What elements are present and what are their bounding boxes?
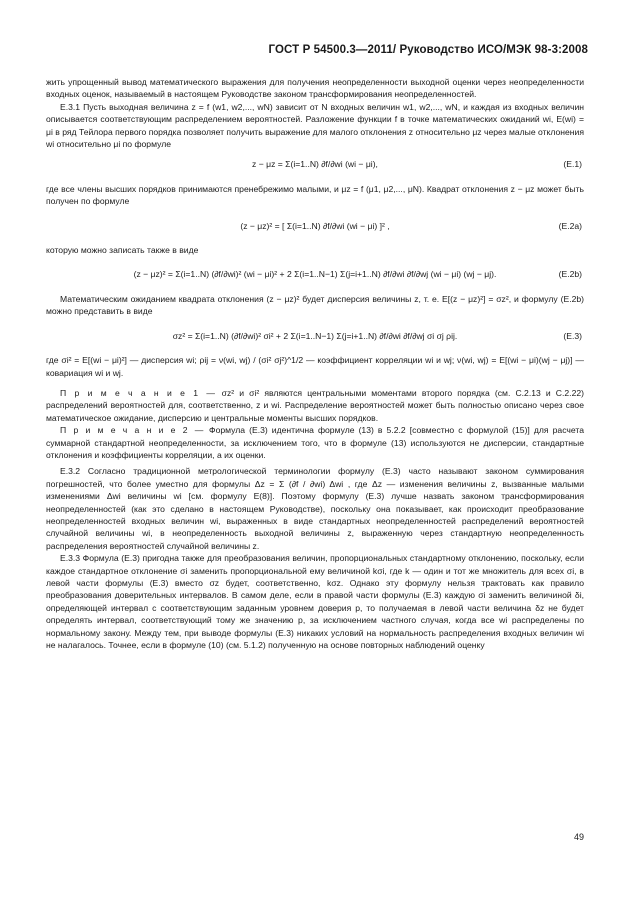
formula-e2b-number: (Е.2b) [558, 269, 582, 280]
note-1-text: σz² и σi² являются центральными моментами второго порядка (см. С.2.13 и С.2.22) распределений вероятностей для, соответственно, z и wi. Распределение вероятностей может быть полностью описано через свое математическое ожидание, дисперсию и центральные моменты высших порядков. [46, 387, 584, 423]
formula-e1 [46, 158, 584, 170]
note-2-label: П р и м е ч а н и е 2 — [60, 425, 205, 436]
formula-e3-number: (Е.3) [563, 330, 582, 341]
formula-e2a-number: (Е.2a) [558, 220, 582, 231]
note-1-label: П р и м е ч а н и е 1 — [60, 387, 217, 398]
formula-e2b [46, 268, 584, 280]
formula-e3 [46, 330, 584, 342]
formula-e2a-expression: (z − μz)² = [ Σ(i=1..N) ∂f/∂wi (wi − μi) ]² , [240, 220, 390, 231]
page-number: 49 [573, 832, 584, 842]
note-1 [46, 387, 584, 424]
formula-e3-expression: σz² = Σ(i=1..N) (∂f/∂wi)² σi² + 2 Σ(i=1..N−1) Σ(j=i+1..N) ∂f/∂wi ∂f/∂wj σi σj ρij. [172, 330, 458, 341]
formula-e1-expression: z − μz = Σ(i=1..N) ∂f/∂wi (wi − μi), [252, 159, 378, 170]
note-2-text: Формула (Е.3) идентична формуле (13) в 5.2.2 [совместно с формулой (15)] для расчета суммарной стандартной неопределенности, за исключением того, что в формуле (13) используются не дисперсии, стандартные отклонения и коэффициенты корреляции, а их оценки. [46, 425, 584, 460]
formula-e2a [46, 220, 584, 232]
paragraph-intro: жить упрощенный вывод математического выражения для получения неопределенности выходной оценки через неопределенности входных оценок, называемый в настоящем Руководстве законом трансформирования неопределенностей. [46, 77, 584, 100]
note-2 [46, 424, 584, 461]
paragraph-e31: Е.3.1 Пусть выходная величина z = f (w1, w2,..., wN) зависит от N входных величин w1, w2,..., wN, и каждая из входных величин описывается соответствующим распределением вероятностей. Разложение функции f в точке математических ожиданий wi, E(wi) = μi в ряд Тейлора первого порядка позволяет получить выражение для малого отклонения z относительно μz через малые отклонения wi относительно μi по формуле [46, 101, 584, 150]
paragraph-e33: Е.3.3 Формула (Е.3) пригодна также для преобразования величин, пропорциональных стандартному отклонению, поскольку, если каждое стандартное отклонение σi заменить пропорциональной ему величиной kσi, где k — один и тот же множитель для всех σi, в левой части формулы (Е.3) вместо σz будет, соответственно, kσz. Однако эту формулу нельзя трактовать как правило преобразования доверительных интервалов. В самом деле, если в правой части формулы (Е.3) каждую σi заменить величиной δi, определяющей интервал с соответствующим заданным уровнем доверия p, то получаемая в левой части величина δz не будет определять интервал, соответствующий тому же значению p, за исключением частного случая, когда все wi распределены по нормальному закону. Между тем, при выводе формулы (Е.3) никаких условий на нормальность распределения входных величин wi не налагалось. Точнее, если в формуле (10) (см. 5.1.2) полученную на основе повторных наблюдений оценку [46, 553, 584, 651]
paragraph-after-e1: где все члены высших порядков принимаются пренебрежимо малыми, и μz = f (μ1, μ2,..., μN). Квадрат отклонения z − μz может быть получен по формуле [46, 183, 584, 207]
paragraph-e32: Е.3.2 Согласно традиционной метрологической терминологии формулу (Е.3) часто называют законом суммирования погрешностей, что более уместно для формулы Δz = Σ (∂f / ∂wi) Δwi , где Δz — изменения величины z, вызванные малыми изменениями Δwi величины wi [см. формулу Е(8)]. Поэтому формулу (Е.3) лучше назвать законом трансформирования неопределенностей (как это сделано в настоящем Руководстве), поскольку она показывает, как происходит преобразование неопределенностей входных величин wi, выраженных в виде стандартных неопределенностей распределений вероятностей случайной величины wi, в неопределенность выходной величины z, выраженную через стандартную неопределенность распределения вероятностей случайной величины z. [46, 466, 584, 551]
page-header: ГОСТ Р 54500.3—2011/ Руководство ИСО/МЭК 98-3:2008 [268, 44, 588, 56]
paragraph-expectation: Математическим ожиданием квадрата отклонения (z − μz)² будет дисперсия величины z, т. е. E[(z − μz)²] = σz², и формулу (Е.2b) можно представить в виде [46, 293, 584, 317]
formula-e1-number: (Е.1) [563, 159, 582, 170]
formula-e2b-expression: (z − μz)² = Σ(i=1..N) (∂f/∂wi)² (wi − μi)² + 2 Σ(i=1..N−1) Σ(j=i+1..N) ∂f/∂wi ∂f/∂wj (wi − μi) (wj − μj). [133, 269, 497, 280]
paragraph-after-e2a: которую можно записать также в виде [46, 245, 199, 256]
paragraph-definitions: где σi² = E[(wi − μi)²] — дисперсия wi; ρij = ν(wi, wj) / (σi² σj²)^1/2 — коэффициент корреляции wi и wj; ν(wi, wj) = E[(wi − μi)(wj − μj)] — ковариация wi и wj. [46, 355, 584, 378]
page-body [46, 76, 584, 651]
